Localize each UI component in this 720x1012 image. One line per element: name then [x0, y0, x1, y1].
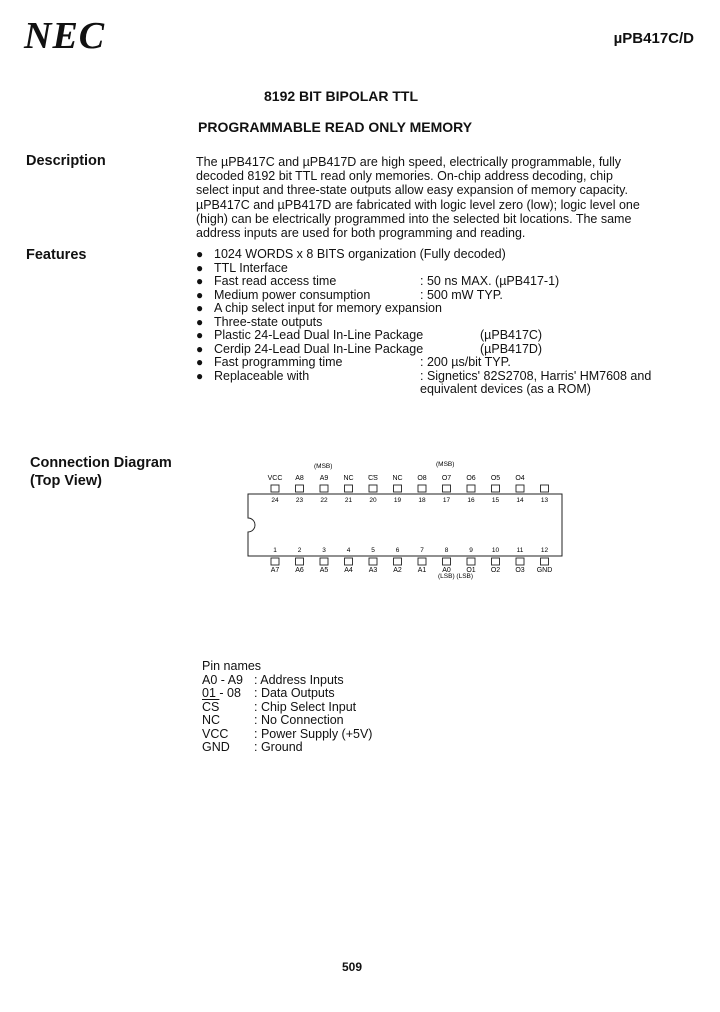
feature-value: (µPB417D)	[480, 341, 543, 356]
bottom-pin	[345, 558, 353, 565]
top-pin-number: 20	[369, 497, 377, 504]
description-text	[196, 155, 686, 240]
top-pin	[492, 485, 500, 492]
top-pin-number: 23	[295, 497, 304, 504]
top-pin-number: 14	[516, 497, 524, 504]
pin-names	[202, 660, 372, 755]
top-pin-number: 21	[344, 497, 353, 504]
top-pin-label: NC	[343, 475, 354, 482]
pin-row	[202, 741, 372, 755]
feature-value: (µPB417C)	[480, 328, 543, 342]
top-pin	[443, 485, 451, 492]
pin-names-heading: Pin names	[202, 659, 262, 673]
top-pin-number: 16	[467, 497, 475, 504]
feature-value: : 200 µs/bit TYP.	[420, 355, 511, 369]
bottom-pin-label: A4	[344, 567, 353, 574]
bottom-pin-label: O2	[490, 567, 501, 574]
top-pin	[418, 485, 426, 492]
pin-symbol: GND	[202, 740, 230, 754]
description-line: The µPB417C and µPB417D are high speed, electrically programmable, fully	[196, 155, 622, 169]
top-pins	[271, 485, 549, 492]
bottom-pin-label: A7	[270, 567, 280, 574]
feature-value: : 50 ns MAX. (µPB417-1)	[420, 274, 560, 288]
top-pin-label: A8	[295, 475, 304, 482]
top-pin	[345, 485, 353, 492]
feature-item	[196, 262, 651, 276]
bottom-pin-number: 12	[540, 547, 549, 554]
top-pin-label: O8	[417, 475, 427, 482]
top-pin-number: 15	[491, 497, 500, 504]
bottom-pin-label: A1	[417, 567, 427, 574]
bottom-pin-labels	[271, 567, 553, 574]
top-pin-number: 19	[393, 497, 402, 504]
feature-item	[196, 370, 651, 384]
pin-desc: : Ground	[254, 740, 303, 754]
bottom-pin-numbers	[273, 547, 548, 554]
bottom-pin	[271, 558, 279, 565]
feature-label: Plastic 24-Lead Dual In-Line Package	[214, 328, 424, 342]
feature-item	[196, 289, 651, 303]
pin-symbol: 01 - 08	[202, 686, 241, 700]
top-pin	[394, 485, 402, 492]
bullet-icon: ●	[196, 314, 204, 329]
pin-desc: : Data Outputs	[254, 686, 335, 700]
bottom-pin-number: 10	[491, 547, 500, 554]
bullet-icon: ●	[196, 287, 204, 302]
top-pin-number: 22	[320, 497, 328, 504]
bottom-pin-label: A6	[295, 567, 304, 574]
top-view-heading: (Top View)	[30, 473, 102, 489]
connection-heading: Connection Diagram	[30, 455, 172, 471]
top-pin-label: O5	[490, 475, 501, 482]
top-pin-label: O4	[515, 475, 525, 482]
top-pin-number: 13	[540, 497, 549, 504]
features-heading: Features	[26, 247, 87, 263]
description-line: (high) can be electrically programmed into the selected bit locations. The same	[196, 211, 632, 226]
feature-continuation: equivalent devices (as a ROM)	[420, 382, 591, 396]
dip-package-svg	[240, 456, 570, 586]
top-pin	[369, 485, 377, 492]
description-line: address inputs are used for both programming and reading.	[196, 226, 526, 241]
bottom-pin	[418, 558, 426, 565]
top-pin-labels	[268, 475, 525, 482]
connection-diagram	[240, 456, 570, 591]
bottom-pin-label: A0	[442, 567, 451, 574]
pin-symbol: $\overline{CS}$	[202, 699, 220, 714]
bottom-pin-label: O1	[466, 567, 476, 574]
top-pin-label: A9	[319, 475, 329, 482]
bottom-pin-number: 1	[273, 547, 277, 554]
top-pin	[467, 485, 475, 492]
feature-label: 1024 WORDS x 8 BITS organization (Fully decoded)	[214, 247, 506, 261]
bullet-icon: ●	[196, 260, 204, 275]
bottom-pins	[271, 558, 549, 565]
feature-item	[196, 329, 651, 343]
part-number: µPB417C/D	[613, 30, 694, 47]
bottom-pin	[394, 558, 402, 565]
bottom-pin-number: 7	[420, 547, 424, 554]
msb-label-left: (MSB)	[314, 463, 333, 470]
pin-row	[202, 674, 372, 688]
bottom-pin	[296, 558, 304, 565]
feature-label: Replaceable with	[214, 368, 310, 383]
msb-label-right: (MSB)	[436, 461, 455, 468]
feature-label: Medium power consumption	[214, 287, 371, 302]
pin-row	[202, 728, 372, 742]
feature-label: A chip select input for memory expansion	[214, 301, 442, 315]
pin-row	[202, 701, 372, 715]
bottom-pin	[541, 558, 549, 565]
bullet-icon: ●	[196, 355, 204, 369]
feature-label: Three-state outputs	[214, 314, 323, 329]
feature-item	[196, 316, 651, 330]
feature-value: : Signetics' 82S2708, Harris' HM7608 and	[420, 368, 652, 383]
feature-value: : 500 mW TYP.	[420, 287, 503, 302]
bottom-pin	[492, 558, 500, 565]
bottom-pin-label: O3	[515, 567, 525, 574]
bottom-pin-number: 4	[346, 547, 351, 554]
top-pin	[541, 485, 549, 492]
bottom-pin-number: 3	[322, 547, 326, 554]
pin-symbol: A0 - A9	[202, 672, 243, 687]
top-pin-label: NC	[392, 475, 403, 482]
bottom-pin	[320, 558, 328, 565]
pin-desc: : Address Inputs	[254, 672, 344, 687]
description-line: µPB417C and µPB417D are fabricated with logic level zero (low); logic level one	[196, 197, 640, 212]
bottom-pin	[443, 558, 451, 565]
title-line-2: PROGRAMMABLE READ ONLY MEMORY	[198, 119, 473, 135]
pin-desc: : Chip Select Input	[254, 699, 357, 714]
top-pin-number: 17	[442, 497, 451, 504]
bottom-pin-number: 8	[444, 547, 449, 554]
top-pin-label: O6	[466, 475, 476, 482]
feature-item	[196, 275, 651, 289]
title-line-1: 8192 BIT BIPOLAR TTL	[264, 88, 419, 104]
bottom-pin-label: A3	[368, 567, 378, 574]
description-heading: Description	[26, 153, 106, 169]
features-list	[196, 248, 651, 397]
top-pin	[296, 485, 304, 492]
bottom-pin-number: 5	[371, 547, 375, 554]
pin-row	[202, 714, 372, 728]
bottom-pin-label: A5	[319, 567, 329, 574]
top-pin	[271, 485, 279, 492]
top-pin-label: VCC	[267, 475, 283, 482]
bottom-pin-number: 11	[516, 547, 524, 554]
top-pin	[516, 485, 524, 492]
description-line: select input and three-state outputs allow easy expansion of memory capacity.	[196, 183, 628, 198]
top-pin-numbers	[271, 497, 548, 504]
bottom-pin-number: 9	[469, 547, 473, 554]
pin-row	[202, 687, 372, 701]
bottom-pin-label: A2	[393, 567, 402, 574]
top-pin-number: 24	[271, 497, 279, 504]
pin-symbol: NC	[202, 713, 221, 727]
bottom-pin-number: 2	[297, 547, 302, 554]
feature-item	[196, 343, 651, 357]
bottom-pin	[369, 558, 377, 565]
pin-desc: : Power Supply (+5V)	[254, 726, 373, 741]
nec-logo: NEC	[24, 15, 106, 57]
bullet-icon: ●	[196, 274, 204, 288]
bottom-pin	[467, 558, 475, 565]
feature-item	[196, 356, 651, 370]
feature-label: Fast read access time	[214, 274, 337, 288]
bottom-pin-number: 6	[395, 547, 400, 554]
bullet-icon: ●	[196, 328, 204, 342]
bullet-icon: ●	[196, 341, 204, 356]
feature-item	[196, 248, 651, 262]
bullet-icon: ●	[196, 247, 204, 261]
top-pin-number: 18	[418, 497, 426, 504]
feature-label: TTL Interface	[214, 260, 288, 275]
feature-item	[196, 302, 651, 316]
bullet-icon: ●	[196, 301, 204, 315]
bullet-icon: ●	[196, 368, 204, 383]
description-line: decoded 8192 bit TTL read only memories. On-chip address decoding, chip	[196, 169, 613, 184]
top-pin	[320, 485, 328, 492]
lsb-label: (LSB) (LSB)	[438, 573, 474, 580]
feature-label: Fast programming time	[214, 355, 343, 369]
bottom-pin	[516, 558, 524, 565]
top-pin-label: O7	[441, 475, 452, 482]
bottom-pin-label: GND	[536, 567, 553, 574]
page-number: 509	[342, 960, 363, 974]
pin-symbol: VCC	[202, 726, 229, 741]
feature-label: Cerdip 24-Lead Dual In-Line Package	[214, 341, 424, 356]
top-pin-label: CS	[368, 475, 378, 482]
pin-desc: : No Connection	[254, 713, 344, 727]
